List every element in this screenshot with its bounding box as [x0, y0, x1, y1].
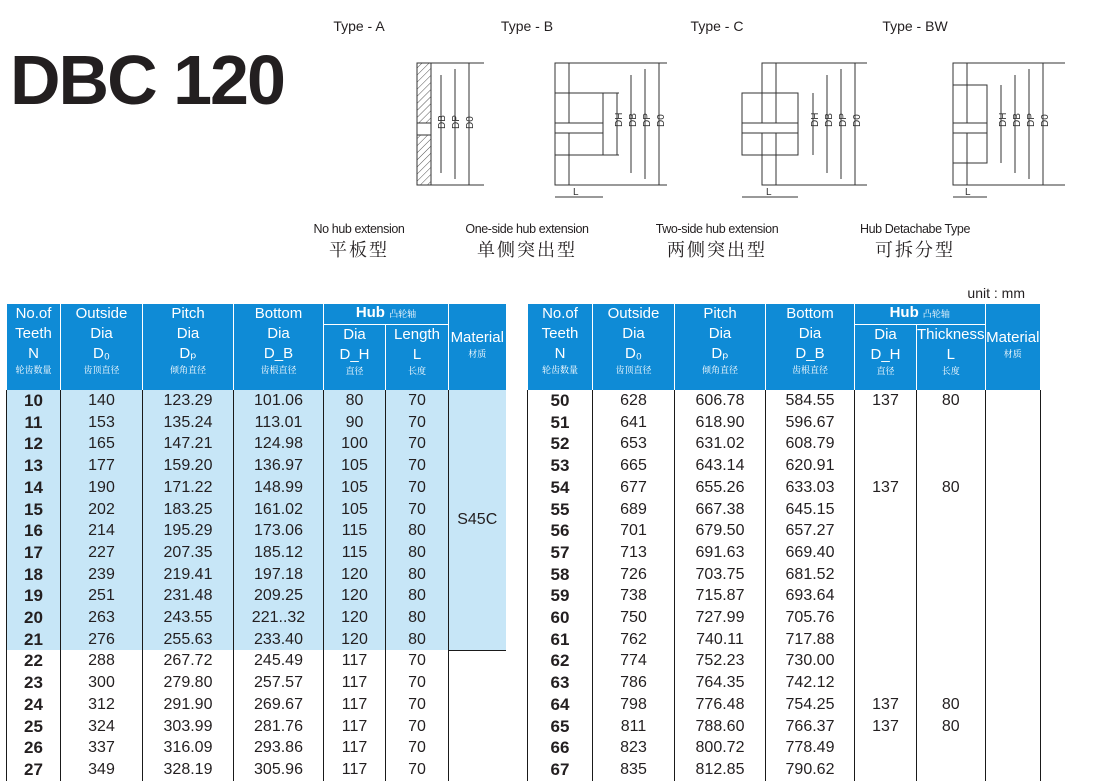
cell-r-dp: 800.72 — [675, 737, 766, 759]
material-cell: S45C — [449, 390, 506, 650]
cell-do: 165 — [61, 433, 143, 455]
svg-text:DB: DB — [824, 113, 835, 127]
cell-r-db: 596.67 — [766, 412, 855, 434]
cell-do: 202 — [61, 499, 143, 521]
type-c-caption-en: Two-side hub extension — [655, 222, 779, 236]
cell-dh: 117 — [324, 737, 386, 759]
cell-db: 293.86 — [234, 737, 324, 759]
cell-r-dh — [855, 520, 917, 542]
cell-do: 349 — [61, 759, 143, 781]
cell-dh: 105 — [324, 477, 386, 499]
cell-r-n: 54 — [528, 477, 593, 499]
table-row — [7, 412, 1041, 434]
type-c-name: Type - C — [690, 18, 744, 34]
type-b-caption-en: One-side hub extension — [465, 222, 589, 236]
cell-n: 19 — [7, 585, 61, 607]
svg-text:DP: DP — [1026, 113, 1037, 127]
table-row — [7, 737, 1041, 759]
cell-dh: 117 — [324, 672, 386, 694]
hdr-material: Material 材质 — [449, 304, 506, 390]
hdr-hub-dia-r: Dia D_H 直径 — [855, 324, 917, 390]
cell-do: 227 — [61, 542, 143, 564]
cell-r-dp: 703.75 — [675, 564, 766, 586]
cell-l: 70 — [386, 650, 449, 672]
hdr-outside-dia-r: Outside Dia D₀ 齿顶直径 — [593, 304, 675, 390]
cell-n: 26 — [7, 737, 61, 759]
cell-r-dp: 655.26 — [675, 477, 766, 499]
cell-db: 173.06 — [234, 520, 324, 542]
svg-text:DP: DP — [451, 115, 462, 129]
cell-r-db: 705.76 — [766, 607, 855, 629]
hdr-teeth: No.of Teeth N 轮齿数量 — [7, 304, 61, 390]
cell-r-l — [917, 499, 986, 521]
cell-r-db: 717.88 — [766, 629, 855, 651]
cell-r-n: 63 — [528, 672, 593, 694]
cell-do: 300 — [61, 672, 143, 694]
cell-r-do: 750 — [593, 607, 675, 629]
cell-l: 70 — [386, 716, 449, 738]
hdr-hub: Hub 凸轮轴 — [324, 304, 449, 324]
table-row — [7, 520, 1041, 542]
cell-l: 80 — [386, 607, 449, 629]
cell-r-db: 645.15 — [766, 499, 855, 521]
cell-dp: 243.55 — [143, 607, 234, 629]
type-bw-diagram — [915, 55, 1105, 205]
cell-r-dh — [855, 759, 917, 781]
cell-dh: 105 — [324, 455, 386, 477]
cell-n: 10 — [7, 390, 61, 412]
product-title: DBC 120 — [10, 41, 284, 119]
cell-r-dp: 752.23 — [675, 650, 766, 672]
cell-dp: 255.63 — [143, 629, 234, 651]
cell-r-do: 762 — [593, 629, 675, 651]
cell-l: 70 — [386, 759, 449, 781]
cell-r-l: 80 — [917, 716, 986, 738]
cell-n: 16 — [7, 520, 61, 542]
table-row — [7, 716, 1041, 738]
cell-l: 80 — [386, 629, 449, 651]
cell-do: 337 — [61, 737, 143, 759]
cell-r-db: 742.12 — [766, 672, 855, 694]
cell-do: 214 — [61, 520, 143, 542]
cell-dp: 147.21 — [143, 433, 234, 455]
cell-r-l — [917, 737, 986, 759]
hdr-hub-thickness: Thickness L 长度 — [917, 324, 986, 390]
cell-n: 18 — [7, 564, 61, 586]
cell-r-dh — [855, 672, 917, 694]
cell-db: 269.67 — [234, 694, 324, 716]
cell-l: 80 — [386, 585, 449, 607]
table-row — [7, 650, 1041, 672]
cell-do: 312 — [61, 694, 143, 716]
cell-r-n: 55 — [528, 499, 593, 521]
type-b-name: Type - B — [500, 18, 554, 34]
cell-r-do: 835 — [593, 759, 675, 781]
cell-r-dh — [855, 499, 917, 521]
cell-r-db: 669.40 — [766, 542, 855, 564]
cell-dp: 219.41 — [143, 564, 234, 586]
hdr-hub-dia: Dia D_H 直径 — [324, 324, 386, 390]
cell-r-dh — [855, 607, 917, 629]
cell-dh: 120 — [324, 564, 386, 586]
hdr-teeth-r: No.of Teeth N 轮齿数量 — [528, 304, 593, 390]
cell-r-db: 730.00 — [766, 650, 855, 672]
type-bw-name: Type - BW — [882, 18, 948, 34]
table-row — [7, 759, 1041, 781]
cell-r-n: 59 — [528, 585, 593, 607]
cell-db: 124.98 — [234, 433, 324, 455]
cell-r-dh: 137 — [855, 477, 917, 499]
cell-r-do: 798 — [593, 694, 675, 716]
cell-r-dp: 618.90 — [675, 412, 766, 434]
unit-label: unit : mm — [967, 285, 1025, 301]
cell-do: 153 — [61, 412, 143, 434]
cell-r-do: 713 — [593, 542, 675, 564]
svg-text:DH: DH — [810, 112, 821, 127]
cell-r-do: 823 — [593, 737, 675, 759]
type-bw-caption-cn: 可拆分型 — [875, 240, 955, 260]
cell-r-db: 754.25 — [766, 694, 855, 716]
cell-do: 288 — [61, 650, 143, 672]
cell-n: 25 — [7, 716, 61, 738]
table-row — [7, 607, 1041, 629]
cell-r-dh — [855, 412, 917, 434]
cell-dh: 120 — [324, 629, 386, 651]
cell-dp: 303.99 — [143, 716, 234, 738]
svg-text:DH: DH — [614, 112, 625, 127]
type-a-diagram — [359, 55, 549, 195]
cell-r-dh — [855, 542, 917, 564]
cell-do: 263 — [61, 607, 143, 629]
cell-r-n: 66 — [528, 737, 593, 759]
cell-l: 70 — [386, 694, 449, 716]
cell-dp: 316.09 — [143, 737, 234, 759]
cell-dh: 117 — [324, 694, 386, 716]
cell-dh: 115 — [324, 542, 386, 564]
table-header — [7, 304, 1041, 390]
type-a-caption-en: No hub extension — [313, 222, 405, 236]
cell-n: 21 — [7, 629, 61, 651]
table-row — [7, 477, 1041, 499]
cell-r-n: 50 — [528, 390, 593, 412]
cell-l: 80 — [386, 542, 449, 564]
cell-l: 70 — [386, 433, 449, 455]
cell-r-do: 677 — [593, 477, 675, 499]
cell-do: 177 — [61, 455, 143, 477]
svg-text:D0: D0 — [656, 114, 667, 127]
cell-n: 11 — [7, 412, 61, 434]
svg-text:L: L — [573, 187, 579, 198]
cell-dp: 291.90 — [143, 694, 234, 716]
cell-l: 70 — [386, 672, 449, 694]
cell-r-db: 608.79 — [766, 433, 855, 455]
cell-r-db: 778.49 — [766, 737, 855, 759]
cell-r-do: 665 — [593, 455, 675, 477]
cell-r-dp: 727.99 — [675, 607, 766, 629]
table-row — [7, 694, 1041, 716]
cell-n: 13 — [7, 455, 61, 477]
cell-r-n: 60 — [528, 607, 593, 629]
cell-dp: 267.72 — [143, 650, 234, 672]
cell-r-db: 766.37 — [766, 716, 855, 738]
cell-r-do: 701 — [593, 520, 675, 542]
cell-dp: 195.29 — [143, 520, 234, 542]
cell-r-dp: 606.78 — [675, 390, 766, 412]
cell-l: 70 — [386, 412, 449, 434]
cell-db: 305.96 — [234, 759, 324, 781]
table-row — [7, 564, 1041, 586]
cell-l: 70 — [386, 499, 449, 521]
cell-dp: 279.80 — [143, 672, 234, 694]
cell-l: 70 — [386, 737, 449, 759]
cell-r-dp: 715.87 — [675, 585, 766, 607]
cell-r-dp: 776.48 — [675, 694, 766, 716]
cell-n: 22 — [7, 650, 61, 672]
cell-r-db: 790.62 — [766, 759, 855, 781]
cell-r-db: 620.91 — [766, 455, 855, 477]
cell-r-n: 57 — [528, 542, 593, 564]
cell-r-dh — [855, 455, 917, 477]
svg-text:DP: DP — [642, 113, 653, 127]
cell-r-l: 80 — [917, 477, 986, 499]
cell-r-n: 56 — [528, 520, 593, 542]
cell-n: 14 — [7, 477, 61, 499]
cell-r-do: 689 — [593, 499, 675, 521]
cell-dh: 120 — [324, 585, 386, 607]
table-row — [7, 629, 1041, 651]
cell-r-l: 80 — [917, 390, 986, 412]
table-row — [7, 542, 1041, 564]
cell-r-do: 786 — [593, 672, 675, 694]
cell-dp: 159.20 — [143, 455, 234, 477]
cell-do: 190 — [61, 477, 143, 499]
type-b-diagram — [527, 55, 717, 205]
cell-r-do: 641 — [593, 412, 675, 434]
cell-n: 24 — [7, 694, 61, 716]
cell-r-l — [917, 433, 986, 455]
cell-r-n: 61 — [528, 629, 593, 651]
cell-r-n: 52 — [528, 433, 593, 455]
type-b-caption-cn: 单侧突出型 — [477, 240, 577, 260]
cell-db: 185.12 — [234, 542, 324, 564]
cell-r-l — [917, 520, 986, 542]
cell-do: 140 — [61, 390, 143, 412]
cell-n: 27 — [7, 759, 61, 781]
cell-r-dh — [855, 433, 917, 455]
cell-db: 221..32 — [234, 607, 324, 629]
cell-dh: 105 — [324, 499, 386, 521]
cell-db: 136.97 — [234, 455, 324, 477]
hdr-bottom-dia: Bottom Dia D_B 齿根直径 — [234, 304, 324, 390]
cell-l: 70 — [386, 455, 449, 477]
hdr-material-r: Material 材质 — [985, 304, 1040, 390]
cell-db: 257.57 — [234, 672, 324, 694]
cell-dp: 171.22 — [143, 477, 234, 499]
cell-l: 70 — [386, 477, 449, 499]
cell-n: 17 — [7, 542, 61, 564]
spec-table — [6, 304, 1041, 781]
cell-dh: 80 — [324, 390, 386, 412]
hdr-outside-dia: Outside Dia D₀ 齿顶直径 — [61, 304, 143, 390]
cell-dp: 123.29 — [143, 390, 234, 412]
cell-r-l: 80 — [917, 694, 986, 716]
cell-dh: 90 — [324, 412, 386, 434]
cell-r-l — [917, 585, 986, 607]
cell-r-l — [917, 542, 986, 564]
cell-r-l — [917, 629, 986, 651]
cell-r-dh: 137 — [855, 390, 917, 412]
svg-text:D0: D0 — [1040, 114, 1051, 127]
svg-text:D0: D0 — [852, 114, 863, 127]
type-a-caption-cn: 平板型 — [329, 240, 389, 260]
cell-l: 80 — [386, 564, 449, 586]
cell-r-n: 67 — [528, 759, 593, 781]
cell-r-n: 64 — [528, 694, 593, 716]
cell-r-db: 584.55 — [766, 390, 855, 412]
svg-text:DP: DP — [838, 113, 849, 127]
cell-do: 276 — [61, 629, 143, 651]
cell-r-dp: 667.38 — [675, 499, 766, 521]
cell-r-l — [917, 455, 986, 477]
table-row — [7, 672, 1041, 694]
cell-db: 113.01 — [234, 412, 324, 434]
svg-text:D0: D0 — [465, 116, 476, 129]
cell-r-l — [917, 412, 986, 434]
cell-do: 239 — [61, 564, 143, 586]
material-cell-r — [985, 390, 1040, 781]
table-row — [7, 499, 1041, 521]
cell-r-dp: 631.02 — [675, 433, 766, 455]
cell-n: 20 — [7, 607, 61, 629]
cell-r-dp: 788.60 — [675, 716, 766, 738]
type-c-caption-cn: 两侧突出型 — [667, 240, 767, 260]
cell-dh: 100 — [324, 433, 386, 455]
cell-dh: 117 — [324, 716, 386, 738]
cell-r-db: 693.64 — [766, 585, 855, 607]
cell-r-n: 62 — [528, 650, 593, 672]
hdr-hub-r: Hub 凸轮轴 — [855, 304, 986, 324]
cell-dh: 115 — [324, 520, 386, 542]
cell-db: 161.02 — [234, 499, 324, 521]
table-body — [7, 390, 1041, 781]
cell-r-do: 726 — [593, 564, 675, 586]
cell-db: 245.49 — [234, 650, 324, 672]
cell-r-l — [917, 564, 986, 586]
cell-n: 15 — [7, 499, 61, 521]
type-c-diagram — [717, 55, 907, 205]
cell-dp: 328.19 — [143, 759, 234, 781]
svg-text:L: L — [766, 187, 772, 198]
cell-r-n: 58 — [528, 564, 593, 586]
cell-r-dh — [855, 629, 917, 651]
svg-text:DB: DB — [437, 115, 448, 129]
type-a-name: Type - A — [333, 18, 385, 34]
table-row — [7, 455, 1041, 477]
cell-r-dh — [855, 585, 917, 607]
hdr-pitch-dia-r: Pitch Dia Dₚ 倾角直径 — [675, 304, 766, 390]
cell-l: 70 — [386, 390, 449, 412]
cell-db: 281.76 — [234, 716, 324, 738]
table-row — [7, 433, 1041, 455]
cell-r-l — [917, 759, 986, 781]
cell-dp: 207.35 — [143, 542, 234, 564]
svg-text:DH: DH — [998, 112, 1009, 127]
cell-r-l — [917, 650, 986, 672]
cell-db: 197.18 — [234, 564, 324, 586]
cell-r-dp: 643.14 — [675, 455, 766, 477]
cell-dp: 183.25 — [143, 499, 234, 521]
hdr-bottom-dia-r: Bottom Dia D_B 齿根直径 — [766, 304, 855, 390]
cell-r-dh: 137 — [855, 694, 917, 716]
cell-r-n: 51 — [528, 412, 593, 434]
svg-text:L: L — [965, 187, 971, 198]
cell-r-dp: 679.50 — [675, 520, 766, 542]
cell-n: 12 — [7, 433, 61, 455]
cell-r-do: 738 — [593, 585, 675, 607]
cell-dh: 117 — [324, 650, 386, 672]
cell-r-do: 628 — [593, 390, 675, 412]
svg-text:DB: DB — [628, 113, 639, 127]
cell-db: 209.25 — [234, 585, 324, 607]
type-bw-caption-en: Hub Detachabe Type — [859, 222, 970, 236]
cell-dh: 117 — [324, 759, 386, 781]
cell-r-do: 653 — [593, 433, 675, 455]
cell-r-dp: 740.11 — [675, 629, 766, 651]
cell-r-do: 811 — [593, 716, 675, 738]
cell-do: 251 — [61, 585, 143, 607]
cell-r-l — [917, 672, 986, 694]
cell-r-dp: 764.35 — [675, 672, 766, 694]
cell-r-n: 65 — [528, 716, 593, 738]
cell-dp: 231.48 — [143, 585, 234, 607]
cell-n: 23 — [7, 672, 61, 694]
cell-r-n: 53 — [528, 455, 593, 477]
cell-r-dp: 691.63 — [675, 542, 766, 564]
svg-text:DB: DB — [1012, 113, 1023, 127]
cell-r-dh — [855, 737, 917, 759]
table-row — [7, 585, 1041, 607]
table-row — [7, 390, 1041, 412]
cell-db: 233.40 — [234, 629, 324, 651]
cell-db: 148.99 — [234, 477, 324, 499]
cell-r-dh — [855, 564, 917, 586]
cell-r-db: 681.52 — [766, 564, 855, 586]
cell-r-dh: 137 — [855, 716, 917, 738]
cell-r-dh — [855, 650, 917, 672]
cell-l: 80 — [386, 520, 449, 542]
material-cell-empty — [449, 650, 506, 780]
hdr-pitch-dia: Pitch Dia Dₚ 倾角直径 — [143, 304, 234, 390]
cell-r-dp: 812.85 — [675, 759, 766, 781]
cell-r-db: 657.27 — [766, 520, 855, 542]
cell-r-db: 633.03 — [766, 477, 855, 499]
cell-r-l — [917, 607, 986, 629]
cell-dp: 135.24 — [143, 412, 234, 434]
cell-do: 324 — [61, 716, 143, 738]
hdr-hub-length: Length L 长度 — [386, 324, 449, 390]
cell-r-do: 774 — [593, 650, 675, 672]
cell-db: 101.06 — [234, 390, 324, 412]
cell-dh: 120 — [324, 607, 386, 629]
